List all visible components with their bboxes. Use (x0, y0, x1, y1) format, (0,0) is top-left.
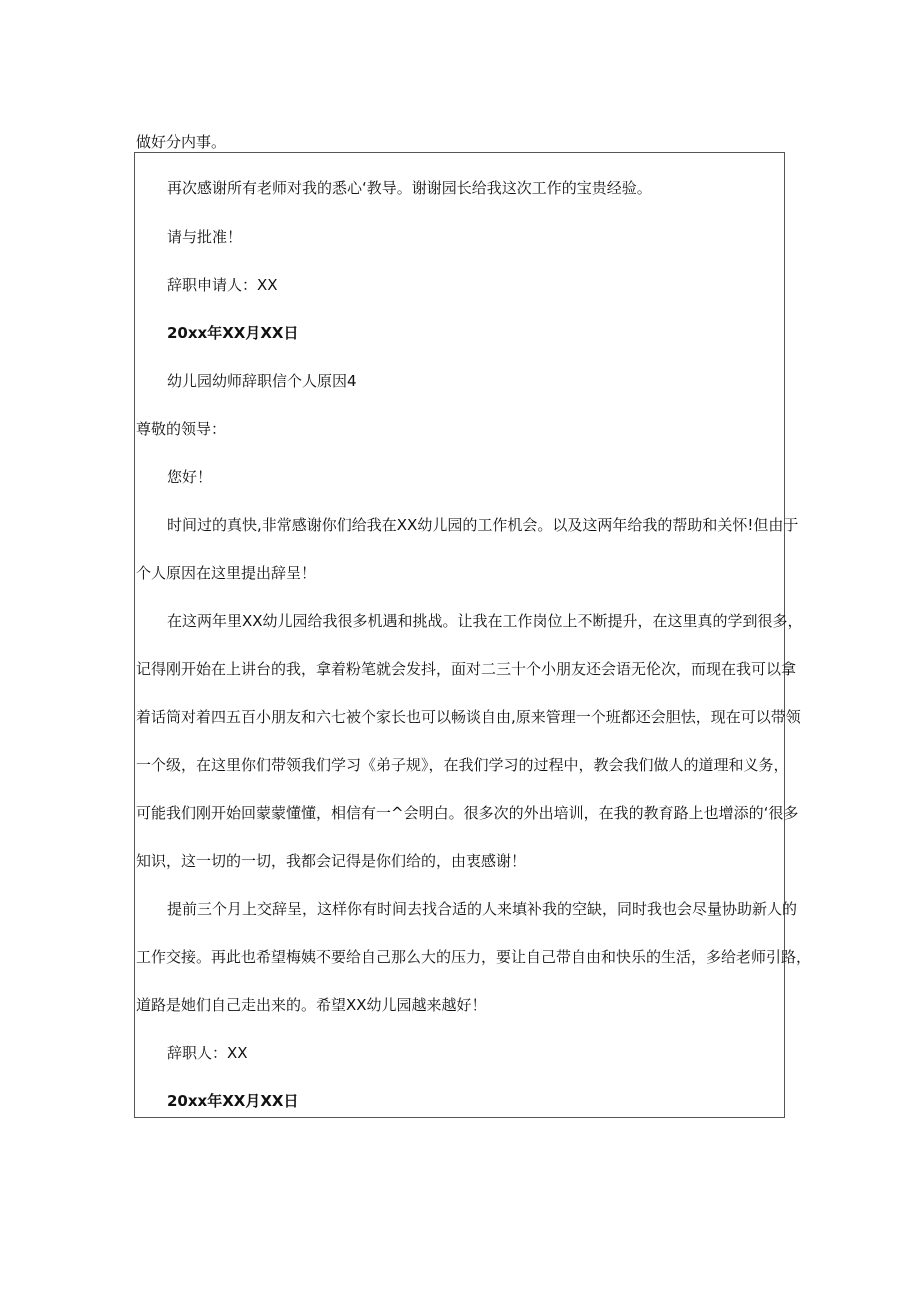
paragraph-line: 时间过的真快,非常感谢你们给我在XX幼儿园的工作机会。以及这两年给我的帮助和关怀!但由于 (167, 516, 799, 534)
paragraph-line: 可能我们刚开始回蒙蒙懂懂，相信有一^会明白。很多次的外出培训，在我的教育路上也增添的‘很多 (136, 804, 799, 822)
content-box (134, 152, 812, 1118)
section-heading: 幼儿园幼师辞职信个人原因4 (167, 372, 357, 390)
paragraph-line: 在这两年里XX幼儿园给我很多机遇和挑战。让我在工作岗位上不断提升，在这里真的学到很多， (167, 612, 803, 630)
paragraph-line: 记得刚开始在上讲台的我，拿着粉笔就会发抖，面对二三十个小朋友还会语无伦次，而现在我可以拿 (136, 660, 797, 678)
top-line: 做好分内事。 (136, 133, 227, 151)
applicant-line: 辞职申请人：XX (167, 276, 278, 294)
greeting: 您好！ (167, 468, 213, 486)
paragraph-line: 提前三个月上交辞呈，这样你有时间去找合适的人来填补我的空缺，同时我也会尽量协助新人的 (167, 900, 798, 918)
paragraph-line: 个人原因在这里提出辞呈！ (136, 564, 317, 582)
paragraph-line: 工作交接。再此也希望梅姨不要给自己那么大的压力，要让自己带自由和快乐的生活，多给老师引路， (136, 948, 812, 966)
body-line: 再次感谢所有老师对我的悉心‘教导。谢谢园长给我这次工作的宝贵经验。 (167, 179, 652, 197)
paragraph-line: 道路是她们自己走出来的。希望XX幼儿园越来越好！ (136, 996, 487, 1014)
paragraph-line: 着话筒对着四五百小朋友和六七被个家长也可以畅谈自由,原来管理一个班都还会胆怯，现在可以带领 (136, 708, 801, 726)
resigner-line: 辞职人：XX (167, 1044, 248, 1062)
salutation: 尊敬的领导： (136, 420, 227, 438)
body-line: 请与批准！ (167, 228, 243, 246)
date-line: 20xx年XX月XX日 (167, 1092, 299, 1110)
date-line: 20xx年XX月XX日 (167, 324, 299, 342)
paragraph-line: 一个级，在这里你们带领我们学习《弟子规》，在我们学习的过程中，教会我们做人的道理和义务， (136, 756, 789, 774)
paragraph-line: 知识，这一切的一切，我都会记得是你们给的，由衷感谢！ (136, 852, 527, 870)
